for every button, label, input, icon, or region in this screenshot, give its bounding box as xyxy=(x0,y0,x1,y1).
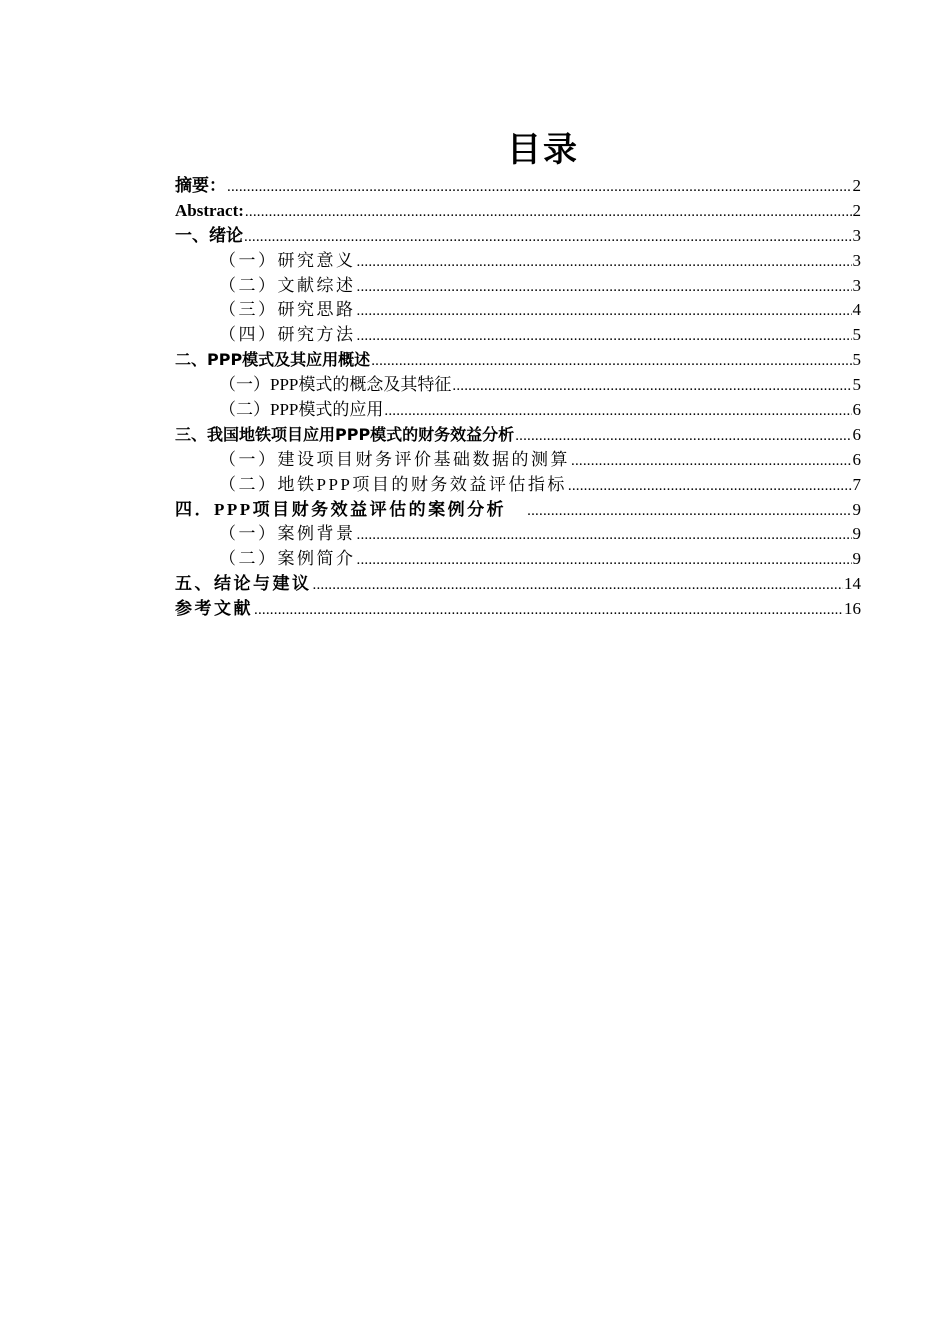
toc-entry-section-4-2[interactable] xyxy=(175,547,861,572)
toc-entry-page: 3 xyxy=(852,250,861,270)
dot-leader xyxy=(568,474,852,499)
dot-leader xyxy=(254,598,843,623)
toc-entry-section-4-1[interactable] xyxy=(175,522,861,547)
dot-leader xyxy=(452,374,851,399)
toc-entry-page: 9 xyxy=(852,524,861,544)
dot-leader xyxy=(357,250,852,275)
toc-entry-label: Abstract: xyxy=(175,200,244,220)
toc-entry-chapter-5[interactable] xyxy=(175,572,861,597)
toc-entry-page: 6 xyxy=(852,449,861,469)
toc-entry-label: 摘要： xyxy=(175,176,226,195)
toc-entry-page: 3 xyxy=(852,275,861,295)
toc-entry-abstract-cn[interactable] xyxy=(175,174,861,199)
toc-entry-page: 5 xyxy=(852,350,861,370)
dot-leader xyxy=(357,324,852,349)
toc-entry-page: 2 xyxy=(852,176,861,195)
toc-entry-page: 9 xyxy=(852,499,861,519)
toc-entry-label: 二、PPP模式及其应用概述 xyxy=(175,350,371,370)
toc-entry-label: 五、结论与建议 xyxy=(175,574,312,594)
toc-entry-section-3-2[interactable] xyxy=(175,473,861,498)
dot-leader xyxy=(515,424,851,449)
toc-entry-label: （二）文献综述 xyxy=(219,275,356,295)
dot-leader xyxy=(357,548,852,573)
toc-entry-page: 9 xyxy=(852,549,861,569)
dot-leader xyxy=(357,275,852,300)
dot-leader xyxy=(371,349,851,374)
toc-entry-section-1-3[interactable] xyxy=(175,298,861,323)
toc-entry-page: 3 xyxy=(852,225,861,245)
toc-entry-page: 6 xyxy=(852,400,861,420)
toc-entry-label: （二）PPP模式的应用 xyxy=(219,400,384,420)
toc-entry-label: （二）地铁PPP项目的财务效益评估指标 xyxy=(219,474,567,494)
toc-entry-section-1-2[interactable] xyxy=(175,274,861,299)
toc-entry-page: 16 xyxy=(844,599,861,619)
toc-entry-label: （一）案例背景 xyxy=(219,524,356,544)
dot-leader xyxy=(571,449,852,474)
dot-leader xyxy=(527,499,851,524)
dot-leader xyxy=(227,175,852,200)
toc-entry-label: （四）研究方法 xyxy=(219,325,356,345)
toc-entry-label: （一）建设项目财务评价基础数据的测算 xyxy=(219,449,570,469)
toc-entry-label: （一）PPP模式的概念及其特征 xyxy=(219,375,452,395)
toc-entry-section-1-1[interactable] xyxy=(175,249,861,274)
dot-leader xyxy=(384,399,851,424)
toc-title: 目录 xyxy=(507,130,579,170)
toc-entry-page: 7 xyxy=(852,474,861,494)
toc-entry-page: 4 xyxy=(852,300,861,320)
toc-entry-label: （二）案例简介 xyxy=(219,549,356,569)
toc-entry-label: 四．PPP项目财务效益评估的案例分析 xyxy=(175,499,507,519)
dot-leader xyxy=(313,573,844,598)
toc-entry-section-2-1[interactable] xyxy=(175,373,861,398)
toc-entry-page: 14 xyxy=(844,574,861,594)
dot-leader xyxy=(244,225,852,250)
toc-entry-page: 5 xyxy=(852,325,861,345)
toc-entry-chapter-1[interactable] xyxy=(175,224,861,249)
toc-entry-section-1-4[interactable] xyxy=(175,323,861,348)
toc-entry-chapter-2[interactable] xyxy=(175,348,861,373)
toc-entry-label: 一、绪论 xyxy=(175,225,243,245)
toc-entry-section-2-2[interactable] xyxy=(175,398,861,423)
toc-entry-label: 参考文献 xyxy=(175,599,253,619)
toc-entry-page: 5 xyxy=(852,375,861,395)
dot-leader xyxy=(357,299,852,324)
toc-entry-section-3-1[interactable] xyxy=(175,448,861,473)
table-of-contents xyxy=(175,174,861,622)
toc-entry-page: 6 xyxy=(852,424,861,444)
toc-entry-chapter-4[interactable] xyxy=(175,498,861,523)
toc-entry-label: （一）研究意义 xyxy=(219,250,356,270)
toc-entry-label: （三）研究思路 xyxy=(219,300,356,320)
toc-entry-abstract-en[interactable] xyxy=(175,199,861,224)
toc-entry-label: 三、我国地铁项目应用PPP模式的财务效益分析 xyxy=(175,424,515,444)
toc-entry-chapter-3[interactable] xyxy=(175,423,861,448)
dot-leader xyxy=(357,523,852,548)
toc-entry-references[interactable] xyxy=(175,597,861,622)
dot-leader xyxy=(245,200,852,225)
toc-entry-page: 2 xyxy=(852,200,861,220)
